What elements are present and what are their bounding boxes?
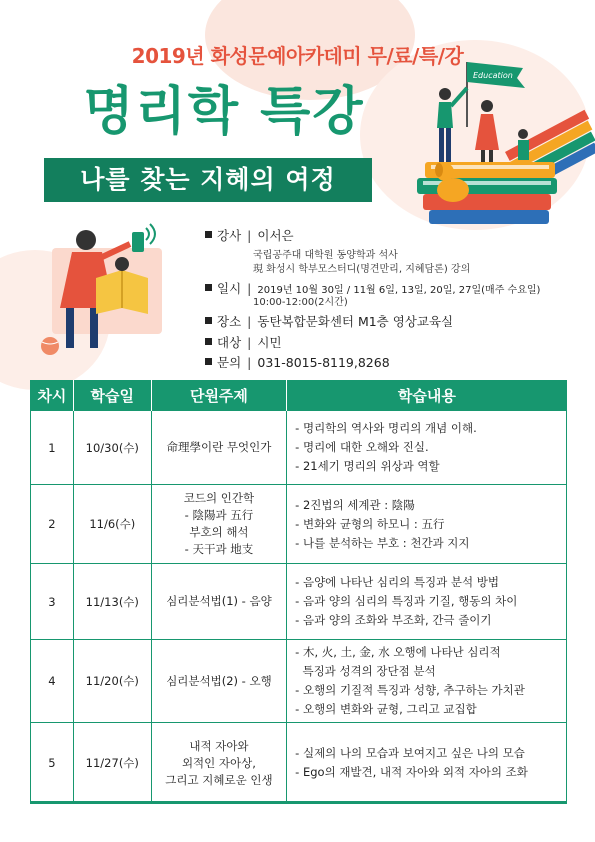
session-topic: 코드의 인간학 - 陰陽과 五行 부호의 해석 - 天干과 地支: [151, 485, 286, 564]
event-heading: 2019년 화성문예아카데미 무/료/특/강: [131, 44, 464, 68]
table-row: [31, 485, 567, 564]
session-topic: 命理學이란 무엇인가: [151, 411, 286, 485]
bullet-square-icon: [205, 231, 212, 238]
svg-text:Education: Education: [473, 71, 513, 80]
header-topic: 단원주제: [151, 380, 286, 411]
session-date: 10/30(수): [73, 411, 151, 485]
session-number: 1: [31, 411, 74, 485]
info-contact: 문의 | 031-8015-8119,8268: [205, 353, 390, 371]
session-number: 3: [31, 564, 74, 640]
datetime-time: 10:00-12:00(2시간): [253, 297, 348, 308]
page-title: 명리학 특강: [83, 82, 365, 142]
info-datetime: 일시 | 2019년 10월 30일 / 11월 6일, 13일, 20일, 27일(매주 수요일): [205, 279, 540, 297]
info-place: 장소 | 동탄복합문화센터 M1층 영상교육실: [205, 312, 453, 330]
bullet-square-icon: [205, 338, 212, 345]
session-number: 2: [31, 485, 74, 564]
bullet-square-icon: [205, 317, 212, 324]
session-number: 4: [31, 640, 74, 723]
info-label: 대상: [217, 335, 242, 350]
session-content: - 실제의 나의 모습과 보여지고 싶은 나의 모습 - Ego의 재발견, 내적 자아와 외적 자아의 조화: [287, 723, 567, 804]
table-row: [31, 564, 567, 640]
session-date: 11/20(수): [73, 640, 151, 723]
info-target: 대상 | 시민: [205, 333, 282, 351]
reader-illustration: [30, 218, 190, 368]
session-number: 5: [31, 723, 74, 804]
lecturer-detail-2: 現 화성시 학부모스터디(명견만리, 지혜담론) 강의: [253, 264, 471, 275]
session-date: 11/13(수): [73, 564, 151, 640]
session-date: 11/6(수): [73, 485, 151, 564]
session-content: - 木, 火, 土, 金, 水 오행에 나타난 심리적 특징과 성격의 장단점 분석 - 오행의 기질적 특징과 성향, 추구하는 가치관 - 오행의 변화와 균형, 그리고 교집합: [287, 640, 567, 723]
schedule-table: [30, 380, 567, 804]
session-topic: 심리분석법(2) - 오행: [151, 640, 286, 723]
info-value: 2019년 10월 30일 / 11월 6일, 13일, 20일, 27일(매주 수요일): [257, 285, 541, 296]
page-subtitle: 나를 찾는 지혜의 여정: [44, 158, 372, 202]
header-content: 학습내용: [287, 380, 567, 411]
header-date: 학습일: [73, 380, 151, 411]
session-topic: 내적 자아와 외적인 자아상, 그리고 지혜로운 인생: [151, 723, 286, 804]
info-value: 동탄복합문화센터 M1층 영상교육실: [257, 314, 454, 329]
education-illustration: [405, 52, 595, 230]
phone-icon: [132, 224, 155, 252]
session-content: - 음양에 나타난 심리의 특징과 분석 방법 - 음과 양의 심리의 특징과 기질, 행동의 차이 - 음과 양의 조화와 부조화, 간극 줄이기: [287, 564, 567, 640]
session-date: 11/27(수): [73, 723, 151, 804]
lecturer-detail-1: 국립공주대 대학원 동양학과 석사: [253, 250, 398, 261]
table-row: [31, 411, 567, 485]
info-label: 장소: [217, 314, 242, 329]
info-label: 강사: [217, 228, 242, 243]
flag-icon: [467, 62, 525, 127]
session-content: - 명리학의 역사와 명리의 개념 이해. - 명리에 대한 오해와 진실. - 21세기 명리의 위상과 역할: [287, 411, 567, 485]
session-content: - 2진법의 세계관 : 陰陽 - 변화와 균형의 하모니 : 五行 - 나를 분석하는 부호 : 천간과 지지: [287, 485, 567, 564]
info-value: 031-8015-8119,8268: [257, 355, 390, 370]
header-session: 차시: [31, 380, 74, 411]
bullet-square-icon: [205, 284, 212, 291]
table-header-row: [31, 380, 567, 411]
info-value: 시민: [257, 335, 282, 350]
session-topic: 심리분석법(1) - 음양: [151, 564, 286, 640]
info-lecturer: 강사 | 이서은: [205, 226, 294, 244]
info-label: 문의: [217, 355, 242, 370]
bullet-square-icon: [205, 358, 212, 365]
table-row: [31, 640, 567, 723]
info-value: 이서은: [257, 228, 294, 243]
ball-icon: [41, 337, 59, 355]
table-bottom-border: [30, 801, 567, 804]
info-label: 일시: [217, 281, 242, 296]
table-row: [31, 723, 567, 804]
